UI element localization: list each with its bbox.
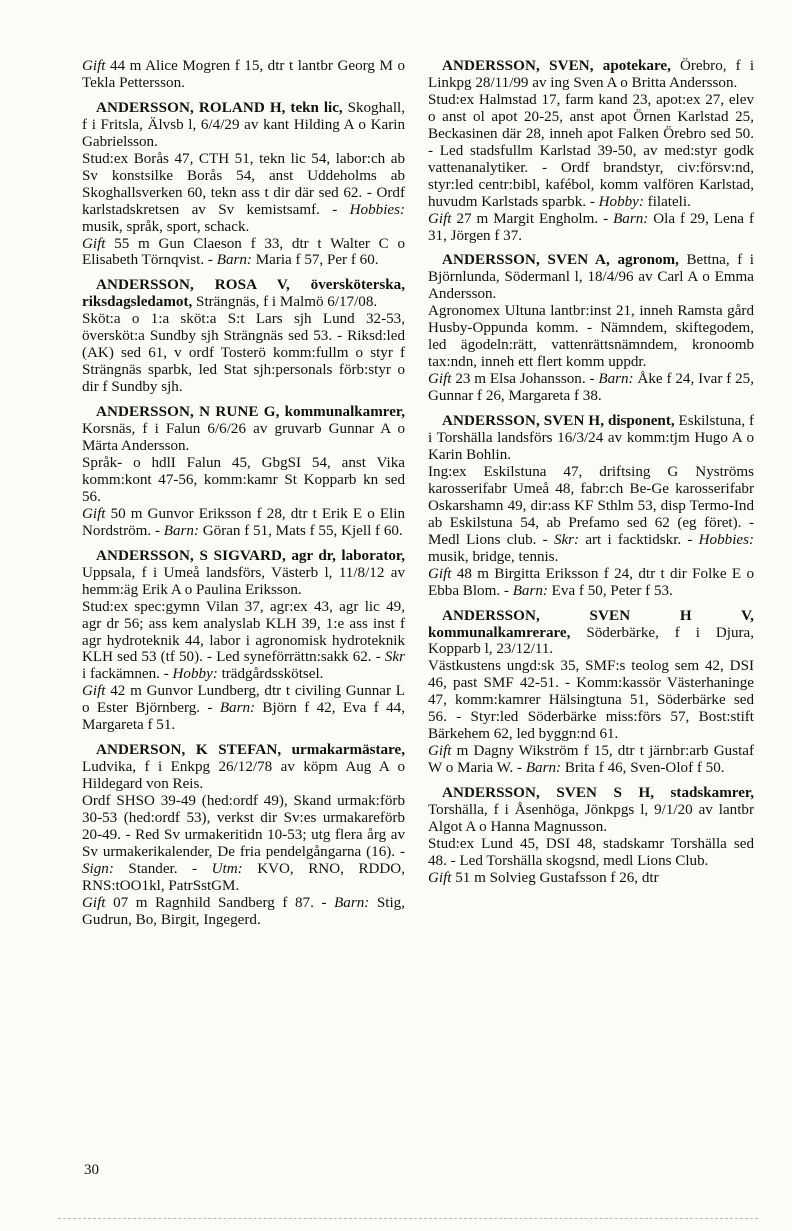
entry-paragraph — [82, 151, 405, 236]
entry-text: Strängnäs, f i Malmö 6/17/08. — [192, 294, 378, 311]
italic-label: Barn: — [525, 760, 562, 777]
italic-label: Barn: — [613, 210, 649, 227]
entry-text: Stud:ex Lund 45, DSI 48, stadskamr Torshälla sed 48. - Led Torshälla skogsnd, medl Lions Club. — [428, 835, 754, 869]
entry-heading-paragraph — [428, 58, 754, 92]
entry-continuation — [82, 58, 405, 92]
entry-heading-paragraph — [82, 404, 405, 455]
entry-title: disponent, — [604, 413, 675, 430]
entry-text: Söderbärke, f i Djura, Kopparb l, 23/12/11. — [428, 624, 754, 658]
entry-paragraph — [428, 658, 754, 743]
entry-paragraph — [428, 92, 754, 211]
entry-text: Björn f 42, Eva f 44, Margareta f 51. — [82, 700, 405, 734]
entry-text: Stander. - — [113, 860, 212, 877]
biography-entry — [428, 252, 754, 405]
italic-label: Skr — [384, 649, 405, 666]
entry-text: KVO, RNO, RDDO, RNS:tOO1kl, PatrSstGM. — [82, 860, 405, 894]
biography-entry — [82, 277, 405, 396]
entry-heading-paragraph — [428, 413, 754, 464]
italic-label: Hobbies: — [698, 531, 754, 548]
entry-name: ANDERSSON, N RUNE G, — [96, 404, 280, 421]
entry-text: Stig, Gudrun, Bo, Birgit, Ingegerd. — [82, 894, 405, 928]
entry-text: Agronomex Ultuna lantbr:inst 21, inneh Ramsta gård Husby-Oppunda komm. - Nämndem, skiftegodem, led ägodeln:rätt, vattenrättsnämndem, kronoomb tax:ndn, inneh ett flert komm uppdr. — [428, 303, 754, 371]
entry-text: Bettna, f i Björnlunda, Södermanl l, 18/4/96 av Carl A o Emma Andersson. — [428, 252, 754, 303]
entry-title: kommunalkamrer, — [279, 404, 405, 421]
entry-paragraph — [428, 836, 754, 870]
entry-heading-paragraph — [82, 100, 405, 151]
entry-text: art i facktidskr. - — [579, 531, 699, 548]
italic-label: Skr: — [553, 531, 580, 548]
entry-text: Ola f 29, Lena f 31, Jörgen f 37. — [428, 210, 754, 244]
italic-label: Barn: — [334, 894, 370, 911]
entry-text: Örebro, f i Linkpg 28/11/99 av ing Sven A o Britta Andersson. — [428, 58, 755, 91]
italic-label: Barn: — [219, 700, 256, 717]
entry-name: ANDERSSON, SVEN S H, — [442, 785, 655, 802]
entry-paragraph — [428, 566, 754, 600]
entry-text: Stud:ex Borås 47, CTH 51, tekn lic 54, labor:ch ab Sv konstsilke Borås 54, anst Uddeholms ab Skoghallsverken 60, tekn ass t dir där sed 62. - Ordf karlstadskretsen av Sv kemistsamf. - — [82, 150, 405, 218]
entry-paragraph — [82, 793, 405, 895]
italic-label: Gift — [428, 371, 452, 388]
entry-text: Eskilstuna, f i Torshälla landsförs 16/3/24 av komm:tjm Hugo A o Karin Bohlin. — [428, 413, 754, 463]
entry-title: apotekare, — [593, 58, 671, 74]
entry-text: musik, språk, sport, schack. — [82, 218, 250, 235]
entry-text: musik, bridge, tennis. — [428, 548, 559, 565]
italic-label: Gift — [82, 683, 106, 700]
entry-title: urmakarmästare, — [281, 742, 405, 759]
italic-label: Hobby: — [598, 193, 644, 210]
entry-text: Torshälla, f i Åsenhöga, Jönkpgs l, 9/1/20 av lantbr Algot A o Hanna Magnusson. — [428, 802, 754, 835]
entry-text: Brita f 46, Sven-Olof f 50. — [561, 760, 725, 777]
entry-text: Maria f 57, Per f 60. — [251, 252, 379, 269]
entry-title: stadskamrer, — [654, 785, 754, 802]
entry-heading-paragraph — [82, 548, 405, 599]
biography-entry — [82, 404, 405, 540]
entry-text: 55 m Gun Claeson f 33, dtr t Walter C o Elisabeth Törnqvist. - — [82, 235, 405, 269]
entry-paragraph — [82, 455, 405, 506]
biography-entry — [428, 785, 754, 887]
biography-entry — [428, 58, 754, 244]
entry-paragraph — [428, 464, 754, 566]
entry-heading-paragraph — [428, 608, 754, 659]
entry-heading-paragraph — [82, 742, 405, 793]
entry-title: agr dr, laborator, — [285, 547, 405, 564]
entry-text: m Dagny Wikström f 15, dtr t järnbr:arb Gustaf W o Maria W. - — [428, 743, 754, 777]
entry-name: ANDERSSON, SVEN, — [442, 58, 594, 74]
entry-paragraph — [428, 303, 754, 371]
entry-title: översköterska, riksdagsledamot, — [82, 277, 405, 311]
entry-heading-paragraph — [428, 785, 754, 836]
entry-paragraph — [428, 211, 754, 245]
biography-entry — [428, 413, 754, 599]
entry-text: i fackämnen. - — [82, 666, 173, 683]
entry-text: 50 m Gunvor Eriksson f 28, dtr t Erik E o Elin Nordström. - — [82, 505, 405, 539]
entry-text: trädgårdsskötsel. — [217, 666, 324, 683]
entry-paragraph — [428, 870, 754, 887]
entry-paragraph — [82, 58, 405, 92]
italic-label: Gift — [428, 210, 452, 227]
entry-text: Åke f 24, Ivar f 25, Gunnar f 26, Margareta f 38. — [428, 371, 754, 405]
entry-text: Uppsala, f i Umeå landsförs, Västerb l, 11/8/12 av hemm:äg Erik A o Paulina Eriksson. — [82, 564, 405, 598]
biography-entry — [82, 548, 405, 734]
italic-label: Barn: — [598, 371, 634, 388]
entry-text: Ordf SHSO 39-49 (hed:ordf 49), Skand urmak:förb 30-53 (hed:ordf 53), verkst dir Sv:es urmakareförb 20-49. - Red Sv urmakeritidn 10-53; utg flera årg av Sv urmakerikalender, De fria pendelgångarna (16). - — [82, 793, 405, 860]
entry-text: Stud:ex Halmstad 17, farm kand 23, apot:ex 27, elev o anst ol apot 20-25, anst apot Örnen Karlstad 25, Beckasinen där 28, inneh apot Falken Örebro sed 50. - Led stadsfullm Karlstad 39-50, av med:styr godk vattenanalytiker. - Ordf brandstyr, civ:försv:nd, styr:led centr:bibl, kafébol, komm valfören Karlstad, huvudm Karlstads sparbk. - — [428, 91, 754, 210]
entry-text: Västkustens ungd:sk 35, SMF:s teolog sem 42, DSI 46, past SMF 42-51. - Komm:kassör Västerhaninge 47, komm:kamrer Hälsingtuna 51, Söderbärke sed 56. - Styr:led Söderbärke miss:förs 57, Bost:stift Bärkehem 62, led byggn:nd 61. — [428, 658, 754, 743]
entry-paragraph — [82, 311, 405, 396]
entry-text: Ludvika, f i Enkpg 26/12/78 av köpm Aug A o Hildegard von Reis. — [82, 759, 405, 793]
italic-label: Gift — [82, 505, 106, 522]
italic-label: Gift — [428, 565, 452, 582]
entry-text: filateli. — [643, 193, 691, 210]
italic-label: Gift — [428, 743, 452, 760]
entry-text: Skoghall, f i Fritsla, Älvsb l, 6/4/29 av kant Hilding A o Karin Gabrielsson. — [82, 99, 406, 150]
left-column — [82, 58, 405, 930]
entry-paragraph — [428, 371, 754, 405]
italic-label: Gift — [82, 58, 106, 74]
entry-title: agronom, — [609, 252, 679, 269]
entry-paragraph — [82, 895, 405, 929]
biography-entry — [428, 608, 754, 778]
italic-label: Barn: — [216, 252, 252, 269]
entry-name: ANDERSON, K STEFAN, — [96, 742, 282, 759]
italic-label: Gift — [82, 235, 106, 252]
italic-label: Barn: — [163, 522, 199, 539]
entry-name: ANDERSSON, SVEN H V, — [442, 607, 754, 624]
entry-text: Sköt:a o 1:a sköt:a S:t Lars sjh Lund 32-53, översköt:a Sundby sjh Strängnäs sed 53. - Riksd:led (AK) sed 61, v ordf Tosterö komm:fullm o styr f Strängnäs sparbk, led Stat sjh:personals förb:styr o dir f Sundby sjh. — [82, 311, 405, 396]
entry-text: 23 m Elsa Johansson. - — [451, 371, 599, 388]
italic-label: Sign: — [82, 860, 114, 877]
entry-text: Stud:ex spec:gymn Vilan 37, agr:ex 43, agr lic 49, agr dr 56; ass kem analyslab KLH 39, 1:e ass inst f agr hydroteknik 44, labor i agronomisk hydroteknik KLH sed 53 (tf 50). - Led syneförrättn:sakk 62. - — [82, 598, 405, 666]
entry-title: kommunalkamrerare, — [428, 624, 571, 641]
entry-paragraph — [82, 236, 405, 270]
entry-paragraph — [428, 743, 754, 777]
entry-text: 27 m Margit Engholm. - — [451, 210, 614, 227]
entry-text: Språk- o hdlI Falun 45, GbgSI 54, anst Vika komm:kont 47-56, komm:kamr St Kopparb kn sed 56. — [82, 454, 405, 505]
italic-label: Utm: — [211, 860, 243, 877]
entry-name: ANDERSSON, SVEN H, — [442, 413, 605, 430]
entry-paragraph — [82, 599, 405, 684]
italic-label: Gift — [428, 869, 452, 886]
biography-entry — [82, 742, 405, 928]
entry-paragraph — [82, 683, 405, 734]
entry-name: ANDERSSON, S SIGVARD, — [96, 547, 286, 564]
entry-text: 44 m Alice Mogren f 15, dtr t lantbr Georg M o Tekla Pettersson. — [82, 58, 405, 91]
entry-text: 07 m Ragnhild Sandberg f 87. - — [105, 894, 335, 911]
right-column — [428, 58, 754, 888]
entry-name: ANDERSSON, ROSA V, — [96, 277, 290, 294]
italic-label: Barn: — [512, 582, 548, 599]
biography-entry — [82, 100, 405, 270]
entry-text: 51 m Solvieg Gustafsson f 26, dtr — [451, 869, 659, 886]
entry-text: Ing:ex Eskilstuna 47, driftsing G Nyströms karosserifabr Umeå 48, fabr:ch Be-Ge karosserifabr Oskarshamn 49, dir:ass KF Sthlm 53, disp Termo-Ind ab Eskilstuna 54, ab Prefamo sed 62 (eg föret). - Medl Lions club. - — [428, 463, 754, 548]
page-number: 30 — [84, 1162, 99, 1178]
italic-label: Gift — [82, 894, 106, 911]
entry-name: ANDERSSON, SVEN A, — [442, 252, 610, 269]
entry-text: Göran f 51, Mats f 55, Kjell f 60. — [198, 522, 403, 539]
italic-label: Hobby: — [172, 666, 218, 683]
bottom-divider — [58, 1218, 758, 1219]
entry-text: Eva f 50, Peter f 53. — [547, 582, 673, 599]
italic-label: Hobbies: — [349, 201, 405, 218]
entry-text: 48 m Birgitta Eriksson f 24, dtr t dir Folke E o Ebba Blom. - — [428, 565, 754, 599]
entry-text: 42 m Gunvor Lundberg, dtr t civiling Gunnar L o Ester Björnberg. - — [82, 683, 405, 717]
entry-paragraph — [82, 506, 405, 540]
entry-title: tekn lic, — [285, 99, 343, 116]
entry-text: Korsnäs, f i Falun 6/6/26 av gruvarb Gunnar A o Märta Andersson. — [82, 421, 405, 455]
entry-heading-paragraph — [82, 277, 405, 311]
entry-name: ANDERSSON, ROLAND H, — [96, 99, 286, 116]
entry-heading-paragraph — [428, 252, 754, 303]
